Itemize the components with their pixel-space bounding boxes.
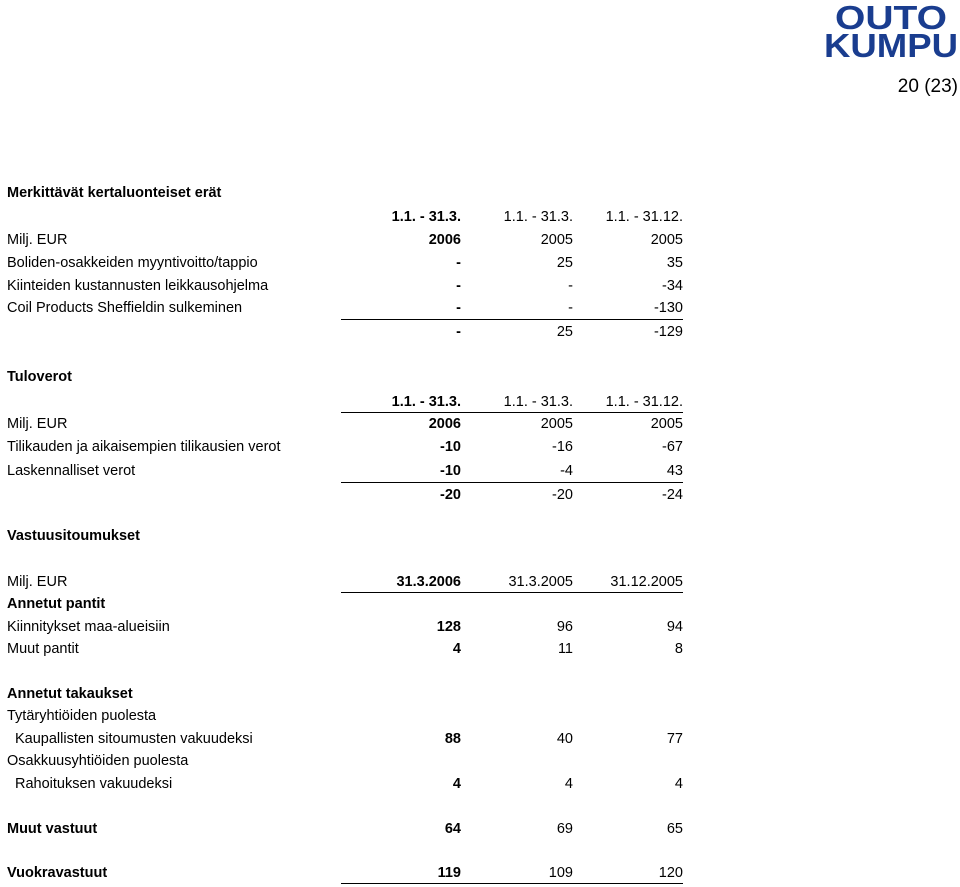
- cell-2005-fy: -67: [662, 439, 683, 455]
- header-period-3: 1.1. - 31.12.: [605, 209, 683, 225]
- group-title-row: [7, 593, 687, 615]
- logo-line2: KUMPU: [824, 27, 958, 58]
- table-row: [7, 252, 687, 274]
- header-dates-row: [7, 571, 687, 593]
- group-title-guarantees: Annetut takaukset: [7, 686, 133, 702]
- unit-label: Milj. EUR: [7, 574, 68, 590]
- total-2006: -20: [440, 487, 461, 503]
- cell-2006: 4: [452, 776, 461, 792]
- cell-2005-q1: 69: [556, 821, 573, 837]
- header-period-1: 1.1. - 31.3.: [391, 394, 461, 410]
- cell-2005-q1: 11: [557, 641, 573, 657]
- table-row: [7, 728, 687, 750]
- cell-2005-fy: -130: [653, 300, 683, 316]
- outokumpu-logo: [823, 2, 960, 58]
- total-rule: [341, 319, 683, 320]
- row-label: Boliden-osakkeiden myyntivoitto/tappio: [7, 255, 258, 271]
- row-label: Tilikauden ja aikaisempien tilikausien verot: [7, 439, 281, 455]
- table-row: [7, 275, 687, 297]
- row-label: Muut vastuut: [7, 821, 98, 837]
- header-year-2: 2005: [540, 416, 573, 432]
- group-title-pledges: Annetut pantit: [7, 596, 106, 612]
- row-label: Kiinteiden kustannusten leikkausohjelma: [7, 278, 269, 294]
- row-label: Kaupallisten sitoumusten vakuudeksi: [15, 731, 253, 747]
- unit-label: Milj. EUR: [7, 416, 68, 432]
- cell-2006: -: [456, 300, 461, 316]
- table-row: [7, 436, 687, 458]
- cell-2005-q1: -: [568, 300, 573, 316]
- unit-label: Milj. EUR: [7, 232, 68, 248]
- subgroup-title-row: [7, 750, 687, 772]
- cell-2005-q1: -16: [552, 439, 573, 455]
- cell-2005-q1: -: [568, 278, 573, 294]
- cell-2006: -: [456, 255, 461, 271]
- header-period-2: 1.1. - 31.3.: [503, 394, 573, 410]
- total-rule: [341, 482, 683, 483]
- header-years-row: [7, 229, 687, 251]
- table-row: [7, 297, 687, 319]
- header-years-row: [7, 413, 687, 435]
- row-label: Coil Products Sheffieldin sulkeminen: [7, 300, 243, 316]
- cell-2006: -10: [440, 439, 461, 455]
- subgroup-title-row: [7, 705, 687, 727]
- total-2005-q1: -20: [552, 487, 573, 503]
- row-label: Vuokravastuut: [7, 865, 108, 881]
- table-row: [7, 818, 687, 840]
- cell-2006: 4: [452, 641, 461, 657]
- cell-2005-q1: -4: [560, 463, 573, 479]
- header-date-2: 31.3.2005: [508, 574, 573, 590]
- cell-2005-q1: 25: [556, 255, 573, 271]
- cell-2005-fy: 8: [674, 641, 683, 657]
- cell-2006: -: [456, 278, 461, 294]
- row-label: Muut pantit: [7, 641, 79, 657]
- section-title-one-off-items: Merkittävät kertaluonteiset erät: [7, 185, 222, 201]
- cell-2005-q1: 40: [556, 731, 573, 747]
- row-label: Laskennalliset verot: [7, 463, 136, 479]
- cell-2006: 119: [437, 865, 461, 881]
- header-period-2: 1.1. - 31.3.: [503, 209, 573, 225]
- total-2006: -: [456, 324, 461, 340]
- total-2005-fy: -24: [662, 487, 683, 503]
- cell-2005-q1: 109: [548, 865, 573, 881]
- table-row: [7, 460, 687, 482]
- total-2005-q1: 25: [556, 324, 573, 340]
- total-2005-fy: -129: [653, 324, 683, 340]
- header-year-2: 2005: [540, 232, 573, 248]
- cell-2006: 88: [444, 731, 461, 747]
- subgroup-title-subsidiaries: Tytäryhtiöiden puolesta: [7, 708, 157, 724]
- total-row: [7, 321, 687, 343]
- group-title-row: [7, 683, 687, 705]
- header-date-3: 31.12.2005: [610, 574, 683, 590]
- table-row: [7, 773, 687, 795]
- cell-2005-fy: 94: [666, 619, 683, 635]
- total-row: [7, 484, 687, 506]
- cell-2005-fy: 77: [666, 731, 683, 747]
- cell-2006: 64: [444, 821, 461, 837]
- row-label: Rahoituksen vakuudeksi: [15, 776, 173, 792]
- section-title-income-taxes: Tuloverot: [7, 369, 72, 385]
- cell-2005-fy: 35: [666, 255, 683, 271]
- header-year-1: 2006: [428, 416, 461, 432]
- section-title-commitments: Vastuusitoumukset: [7, 528, 140, 544]
- header-period-3: 1.1. - 31.12.: [605, 394, 683, 410]
- header-year-1: 2006: [428, 232, 461, 248]
- cell-2005-q1: 96: [556, 619, 573, 635]
- table-row: [7, 638, 687, 660]
- cell-2005-fy: 4: [674, 776, 683, 792]
- total-row: [7, 862, 687, 884]
- cell-2005-fy: 43: [666, 463, 683, 479]
- header-year-3: 2005: [650, 416, 683, 432]
- cell-2006: 128: [436, 619, 461, 635]
- subgroup-title-associates: Osakkuusyhtiöiden puolesta: [7, 753, 189, 769]
- cell-2005-q1: 4: [564, 776, 573, 792]
- header-periods-row: [7, 391, 687, 413]
- logo-line1: OUTO: [835, 2, 947, 36]
- cell-2005-fy: 120: [658, 865, 683, 881]
- cell-2005-fy: 65: [666, 821, 683, 837]
- cell-2006: -10: [440, 463, 461, 479]
- header-date-1: 31.3.2006: [396, 574, 461, 590]
- row-label: Kiinnitykset maa-alueisiin: [7, 619, 170, 635]
- cell-2005-fy: -34: [662, 278, 683, 294]
- header-periods-row: [7, 206, 687, 228]
- header-period-1: 1.1. - 31.3.: [391, 209, 461, 225]
- page-number: 20 (23): [897, 76, 958, 97]
- table-row: [7, 616, 687, 638]
- total-rule: [341, 883, 683, 884]
- header-year-3: 2005: [650, 232, 683, 248]
